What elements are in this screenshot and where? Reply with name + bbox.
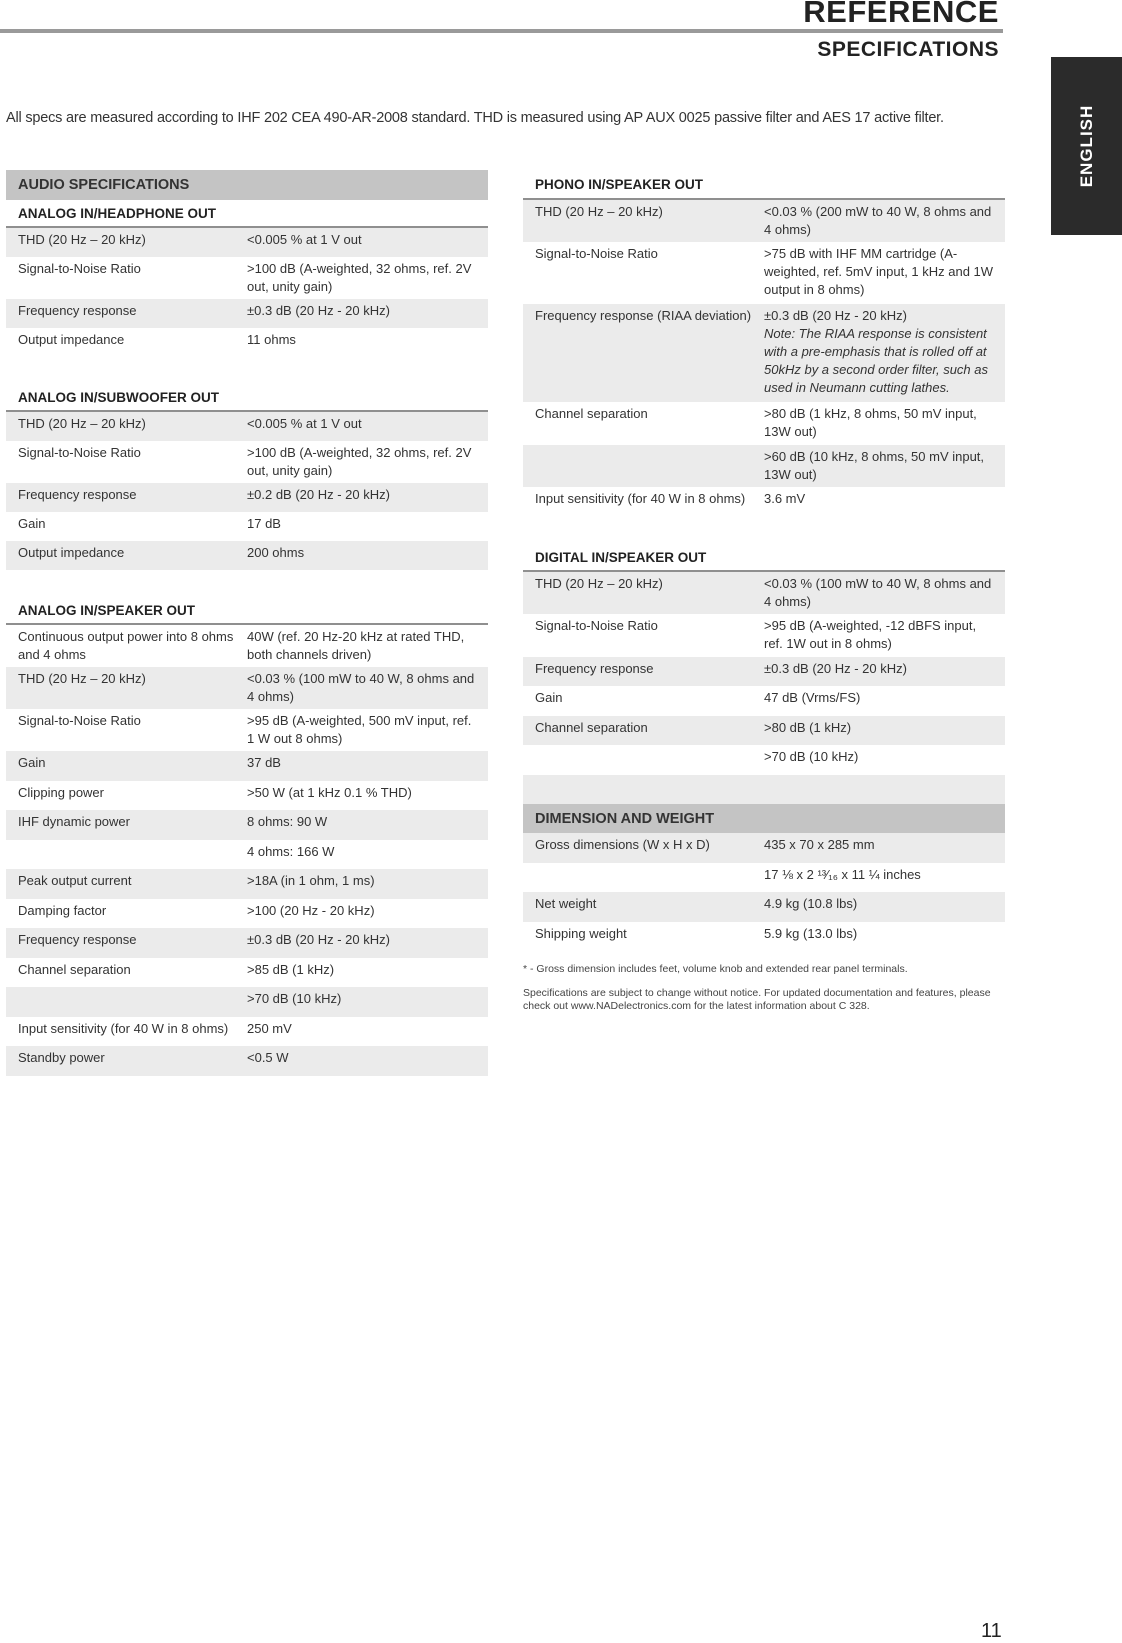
spec-row: [6, 709, 488, 751]
spec-key: THD (20 Hz – 20 kHz): [535, 576, 663, 591]
spec-row: [6, 1017, 488, 1046]
spec-row: [523, 716, 1005, 745]
spec-key: Signal-to-Noise Ratio: [18, 713, 141, 728]
spec-key: Output impedance: [18, 545, 125, 560]
spec-row: [6, 228, 488, 257]
footnote-dimensions: * - Gross dimension includes feet, volume knob and extended rear panel terminals.: [523, 963, 908, 975]
header-rule: [0, 29, 1003, 33]
spec-key: Frequency response: [535, 661, 654, 676]
spec-key: Channel separation: [535, 406, 648, 421]
spec-value: 435 x 70 x 285 mm: [764, 837, 875, 852]
spec-key: Gain: [18, 755, 46, 770]
spec-key: Shipping weight: [535, 926, 627, 941]
spec-row: [6, 441, 488, 483]
spec-key: Signal-to-Noise Ratio: [18, 445, 141, 460]
spec-row: [6, 412, 488, 441]
section-title-dimension: DIMENSION AND WEIGHT: [523, 804, 1005, 833]
spec-row: [6, 869, 488, 899]
right-column: [523, 170, 1005, 1013]
spec-value: 3.6 mV: [764, 491, 806, 506]
spec-row: [523, 614, 1005, 657]
spec-row: [6, 987, 488, 1017]
spec-key: Channel separation: [535, 720, 648, 735]
spec-value: ±0.3 dB (20 Hz - 20 kHz): [247, 932, 390, 947]
spec-value: >95 dB (A-weighted, 500 mV input, ref. 1 W out 8 ohms): [247, 713, 472, 746]
spec-key: Frequency response (RIAA deviation): [535, 308, 752, 323]
spec-key: Input sensitivity (for 40 W in 8 ohms): [18, 1021, 229, 1036]
spec-row: [523, 200, 1005, 242]
spec-value: >85 dB (1 kHz): [247, 962, 335, 977]
spec-key: Damping factor: [18, 903, 107, 918]
spec-row: [6, 958, 488, 987]
spec-key: Input sensitivity (for 40 W in 8 ohms): [535, 491, 746, 506]
spec-value: 8 ohms: 90 W: [247, 814, 328, 829]
spec-value: <0.005 % at 1 V out: [247, 232, 362, 247]
spec-value: 17 dB: [247, 516, 281, 531]
language-tab-label: ENGLISH: [1076, 104, 1096, 188]
spec-key: Peak output current: [18, 873, 132, 888]
spec-value: ±0.3 dB (20 Hz - 20 kHz): [247, 303, 390, 318]
spec-value: 40W (ref. 20 Hz-20 kHz at rated THD, both channels driven): [247, 629, 465, 662]
spec-key: THD (20 Hz – 20 kHz): [535, 204, 663, 219]
spec-value: ±0.3 dB (20 Hz - 20 kHz): [764, 661, 907, 676]
spec-row: [6, 840, 488, 869]
spec-row: [6, 667, 488, 709]
spec-value: >100 (20 Hz - 20 kHz): [247, 903, 375, 918]
spec-value: ±0.3 dB (20 Hz - 20 kHz): [764, 308, 907, 323]
spec-row: [523, 745, 1005, 775]
spec-row: [6, 328, 488, 357]
footnote-disclaimer: Specifications are subject to change without notice. For updated documentation and features, please check out www.NADelectronics.com for the latest information about C 328.: [523, 987, 991, 1012]
spec-key: [523, 866, 764, 892]
subsection-title-speaker: ANALOG IN/SPEAKER OUT: [6, 597, 488, 625]
spec-value: ±0.2 dB (20 Hz - 20 kHz): [247, 487, 390, 502]
spec-row: [523, 686, 1005, 716]
spec-value: >100 dB (A-weighted, 32 ohms, ref. 2V out, unity gain): [247, 261, 472, 294]
spec-row: [6, 257, 488, 299]
spec-value: 11 ohms: [247, 332, 296, 347]
spec-key: THD (20 Hz – 20 kHz): [18, 232, 146, 247]
spec-key: Signal-to-Noise Ratio: [535, 246, 658, 261]
spec-key: Frequency response: [18, 487, 137, 502]
spec-value: >70 dB (10 kHz): [764, 749, 859, 764]
spec-row: [523, 242, 1005, 304]
spec-row: [523, 487, 1005, 516]
spec-row-empty: [523, 775, 1005, 804]
spec-value: >80 dB (1 kHz, 8 ohms, 50 mV input, 13W out): [764, 406, 977, 439]
spec-key: Signal-to-Noise Ratio: [18, 261, 141, 276]
spec-key: THD (20 Hz – 20 kHz): [18, 671, 146, 686]
spec-note: Note: The RIAA response is consistent with a pre-emphasis that is rolled off at 50kHz by a second order filter, such as used in Neumann cutting lathes.: [764, 326, 989, 395]
spec-row: [523, 892, 1005, 922]
spec-key: IHF dynamic power: [18, 814, 130, 829]
spec-row: [523, 863, 1005, 892]
spec-row: [523, 572, 1005, 614]
spec-value: <0.03 % (100 mW to 40 W, 8 ohms and 4 ohms): [764, 576, 992, 609]
page-number: 11: [981, 1620, 1002, 1642]
subsection-title-headphone: ANALOG IN/HEADPHONE OUT: [6, 200, 488, 228]
page-title: REFERENCE: [803, 0, 999, 29]
spec-value: >70 dB (10 kHz): [247, 991, 342, 1006]
spec-row: [6, 299, 488, 328]
spec-key: [6, 990, 247, 1017]
spec-key: Continuous output power into 8 ohms and 4 ohms: [18, 629, 234, 662]
spec-row: [6, 810, 488, 840]
spec-value: 17 ⅛ x 2 ¹³⁄₁₆ x 11 ¼ inches: [764, 867, 921, 882]
spec-value: <0.005 % at 1 V out: [247, 416, 362, 431]
spec-row: [523, 922, 1005, 951]
spec-key: [523, 748, 764, 775]
spec-value: 47 dB (Vrms/FS): [764, 690, 861, 705]
spec-row: [6, 541, 488, 570]
page-subtitle: SPECIFICATIONS: [817, 38, 999, 61]
spec-row: [6, 512, 488, 541]
spec-value: 5.9 kg (13.0 lbs): [764, 926, 858, 941]
spec-key: Frequency response: [18, 932, 137, 947]
spec-value: <0.03 % (100 mW to 40 W, 8 ohms and 4 ohms): [247, 671, 475, 704]
intro-text: All specs are measured according to IHF 202 CEA 490-AR-2008 standard. THD is measured using AP AUX 0025 passive filter and AES 17 active filter.: [6, 110, 944, 126]
spec-row: [523, 402, 1005, 445]
language-tab: [1051, 57, 1122, 235]
spec-row: [6, 751, 488, 781]
spec-row: [6, 899, 488, 928]
spec-row: [6, 625, 488, 667]
spec-value: >95 dB (A-weighted, -12 dBFS input, ref. 1W out in 8 ohms): [764, 618, 977, 651]
spec-key: Gain: [535, 690, 563, 705]
spec-value: <0.5 W: [247, 1050, 289, 1065]
subsection-title-subwoofer: ANALOG IN/SUBWOOFER OUT: [6, 384, 488, 412]
spec-key: THD (20 Hz – 20 kHz): [18, 416, 146, 431]
spec-value: 4.9 kg (10.8 lbs): [764, 896, 858, 911]
spec-value: 4 ohms: 166 W: [247, 844, 335, 859]
section-title-audio: AUDIO SPECIFICATIONS: [6, 170, 488, 200]
spec-key: Channel separation: [18, 962, 131, 977]
spec-value: >18A (in 1 ohm, 1 ms): [247, 873, 375, 888]
spec-key: Standby power: [18, 1050, 105, 1065]
spec-key: Signal-to-Noise Ratio: [535, 618, 658, 633]
spec-row: [523, 833, 1005, 863]
subsection-title-digital: DIGITAL IN/SPEAKER OUT: [523, 544, 1005, 572]
spec-row: [6, 781, 488, 810]
spec-row: [523, 657, 1005, 686]
spec-key: [6, 843, 247, 869]
spec-key: [523, 448, 764, 487]
spec-key: Gross dimensions (W x H x D): [535, 837, 710, 852]
spec-row: [6, 483, 488, 512]
left-column: [6, 170, 488, 1076]
spec-value: >75 dB with IHF MM cartridge (A-weighted, ref. 5mV input, 1 kHz and 1W output in 8 ohms): [764, 246, 994, 297]
spec-value: >60 dB (10 kHz, 8 ohms, 50 mV input, 13W out): [764, 449, 985, 482]
spec-row: [523, 304, 1005, 402]
spec-value: <0.03 % (200 mW to 40 W, 8 ohms and 4 ohms): [764, 204, 992, 237]
spec-key: Net weight: [535, 896, 597, 911]
spec-value: 37 dB: [247, 755, 281, 770]
spec-key: Clipping power: [18, 785, 104, 800]
subsection-title-phono: PHONO IN/SPEAKER OUT: [523, 170, 1005, 200]
spec-key: Output impedance: [18, 332, 125, 347]
spec-value: >100 dB (A-weighted, 32 ohms, ref. 2V out, unity gain): [247, 445, 472, 478]
spec-value: 200 ohms: [247, 545, 305, 560]
spec-value: 250 mV: [247, 1021, 292, 1036]
spec-key: Frequency response: [18, 303, 137, 318]
spec-key: Gain: [18, 516, 46, 531]
spec-value: >50 W (at 1 kHz 0.1 % THD): [247, 785, 412, 800]
spec-row: [523, 445, 1005, 487]
spec-row: [6, 928, 488, 958]
spec-row: [6, 1046, 488, 1076]
spec-value: >80 dB (1 kHz): [764, 720, 852, 735]
